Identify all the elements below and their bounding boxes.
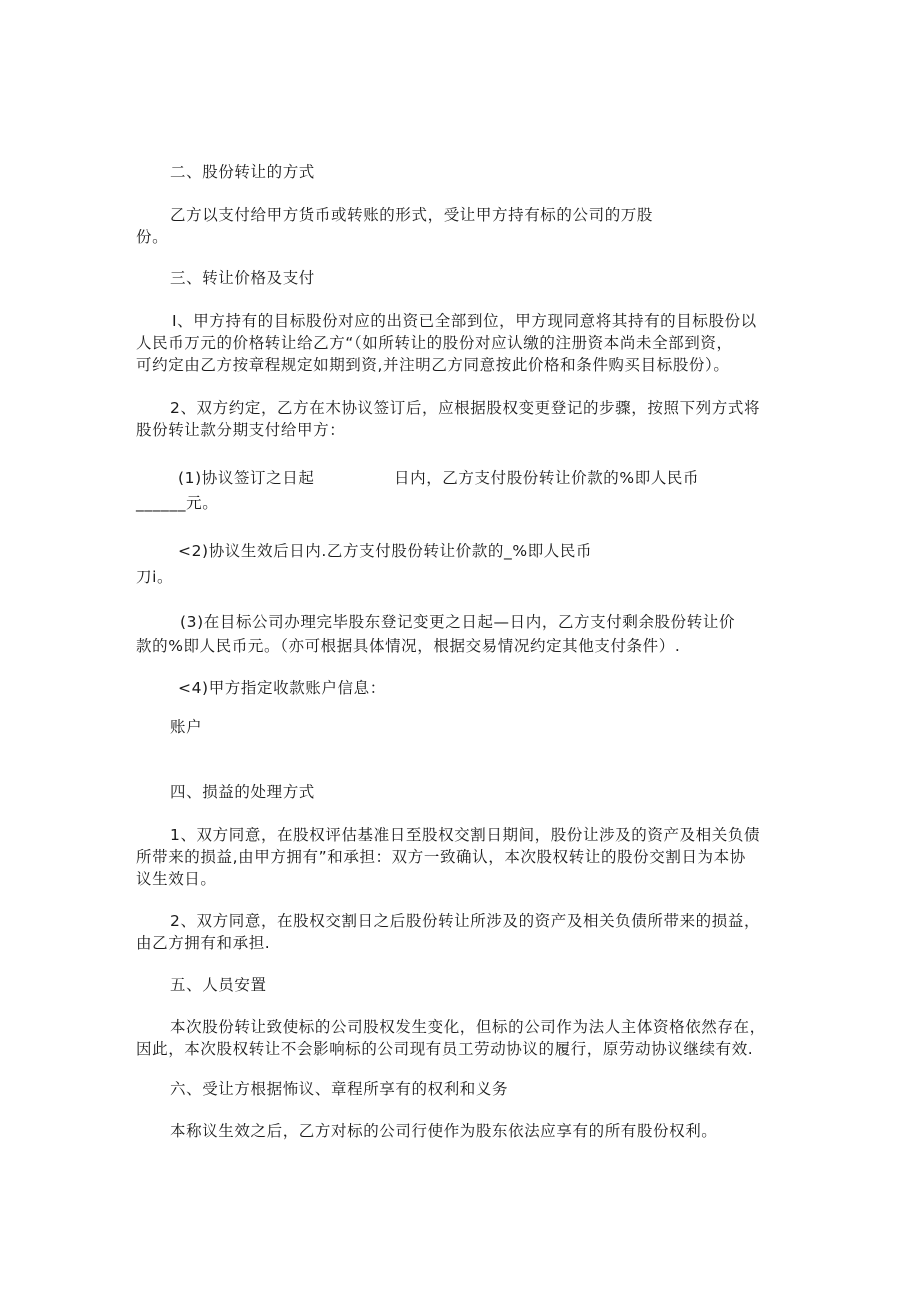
paragraph-line: 议生效日。 — [136, 870, 217, 888]
section-heading: 五、人员安置 — [170, 976, 267, 994]
list-item-line: 刀i。 — [136, 568, 174, 586]
section-heading: 六、受让方根据怖议、章程所享有的权利和义务 — [170, 1080, 509, 1098]
paragraph-line: 由乙方拥有和承担. — [136, 934, 271, 952]
list-item-line: 日内，乙方支付股份转让价款的%即人民币 — [394, 469, 700, 487]
section-heading: 三、转让价格及支付 — [170, 269, 315, 287]
list-item-line: (3)在目标公司办理完毕股东登记变更之日起—日内，乙方支付剩余股份转让价 — [180, 613, 736, 631]
section-heading: 四、损益的处理方式 — [170, 783, 315, 801]
section-heading: 二、股份转让的方式 — [170, 163, 315, 181]
paragraph-line: 可约定由乙方按章程规定如期到资,并注明乙方同意按此价格和条件购买目标股份）。 — [136, 356, 730, 374]
paragraph-line: 1、双方同意，在股权评估基准日至股权交割日期间，股份让涉及的资产及相关负债 — [170, 826, 761, 844]
paragraph-line: 因此，本次股权转让不会影响标的公司现有员工劳动协议的履行，原劳动协议继续有效. — [136, 1040, 754, 1058]
paragraph-line: 乙方以支付给甲方货币或转账的形式，受让甲方持有标的公司的万股 — [170, 206, 654, 224]
paragraph-line: 份。 — [136, 228, 169, 246]
paragraph-line: 本次股份转让致使标的公司股权发生变化，但标的公司作为法人主体资格依然存在， — [170, 1018, 766, 1036]
list-item-line: (1)协议签订之日起 — [178, 469, 315, 487]
paragraph-line: 本称议生效之后，乙方对标的公司行使作为股东依法应享有的所有股份权利。 — [170, 1122, 718, 1140]
paragraph-line: 股份转让款分期支付给甲方： — [136, 421, 346, 439]
list-item-line: 款的%即人民币元。（亦可根据具体情况，根据交易情况约定其他支付条件）. — [136, 637, 681, 655]
paragraph-line: I、甲方持有的目标股份对应的出资已全部到位，甲方现同意将其持有的目标股份以 — [172, 312, 757, 330]
list-item-line: <2)协议生效后日内.乙方支付股份转让价款的_%即人民币 — [178, 542, 593, 560]
list-item-line: ______元。 — [136, 494, 219, 512]
paragraph-line: 2、双方同意，在股权交割日之后股份转让所涉及的资产及相关负债所带来的损益， — [170, 912, 761, 930]
account-label: 账户 — [170, 718, 203, 736]
paragraph-line: 2、双方约定，乙方在木协议签订后，应根据股权变更登记的步骤，按照下列方式将 — [170, 399, 761, 417]
paragraph-line: 人民币万元的价格转让给乙方“（如所转让的股份对应认缴的注册资本尚未全部到资， — [136, 334, 733, 352]
list-item-line: <4)甲方指定收款账户信息： — [178, 679, 386, 697]
paragraph-line: 所带来的损益,由甲方拥有”和承担：双方一致确认，本次股权转让的股份交割日为本协 — [136, 848, 746, 866]
